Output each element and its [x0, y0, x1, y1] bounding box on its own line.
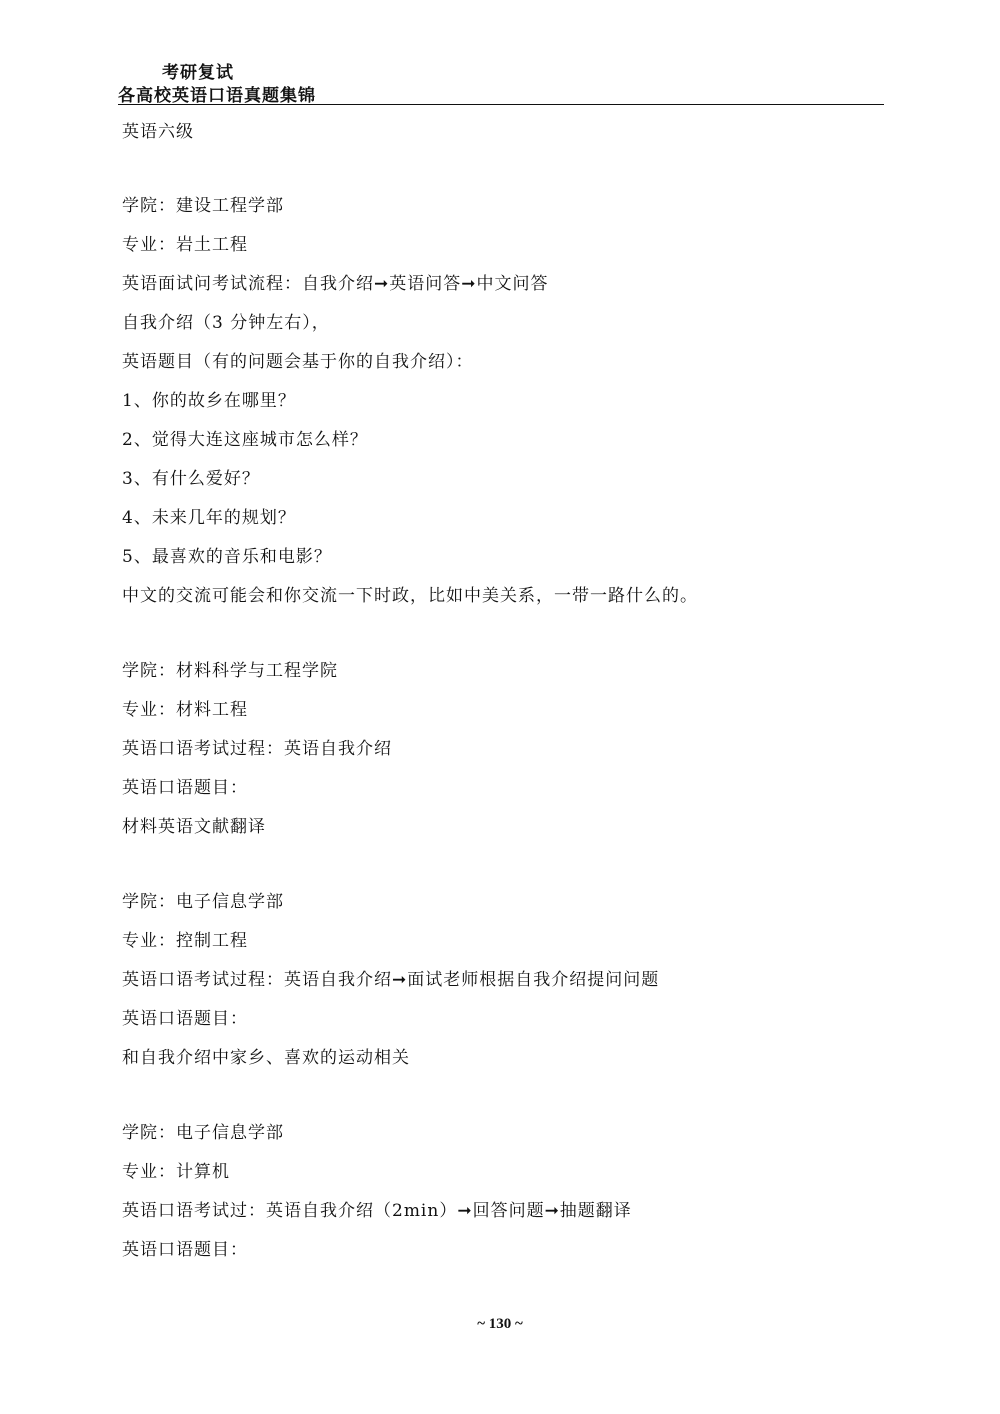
page-number: ~ 130 ~: [477, 1316, 523, 1332]
text-line: 英语题目（有的问题会基于你的自我介绍）：: [122, 352, 474, 372]
header-title-line2: 各高校英语口语真题集锦: [118, 86, 316, 106]
text-line: 英语口语考试过程：英语自我介绍➞面试老师根据自我介绍提问问题: [122, 970, 660, 990]
header-title-line1: 考研复试: [162, 63, 234, 83]
text-line: 材料英语文献翻译: [122, 817, 266, 837]
header-divider: [118, 104, 884, 105]
text-line: 英语口语题目：: [122, 1240, 248, 1260]
text-line: 学院：电子信息学部: [122, 1123, 284, 1143]
text-line: 3、有什么爱好？: [122, 469, 260, 489]
text-line: 专业：计算机: [122, 1162, 230, 1182]
text-line: 英语六级: [122, 122, 194, 142]
text-line: 英语口语题目：: [122, 778, 248, 798]
text-line: 1、你的故乡在哪里？: [122, 391, 296, 411]
text-line: 英语面试问考试流程：自我介绍➞英语问答➞中文问答: [122, 274, 549, 294]
text-line: 学院：建设工程学部: [122, 196, 284, 216]
text-line: 4、未来几年的规划？: [122, 508, 296, 528]
text-line: 英语口语考试过程：英语自我介绍: [122, 739, 392, 759]
page-header: [118, 58, 884, 106]
text-line: 中文的交流可能会和你交流一下时政，比如中美关系，一带一路什么的。: [122, 586, 698, 606]
text-line: 和自我介绍中家乡、喜欢的运动相关: [122, 1048, 410, 1068]
text-line: 5、最喜欢的音乐和电影？: [122, 547, 332, 567]
text-line: 学院：材料科学与工程学院: [122, 661, 338, 681]
text-line: 自我介绍（3 分钟左右），: [122, 313, 330, 333]
text-line: 专业：控制工程: [122, 931, 248, 951]
text-line: 2、觉得大连这座城市怎么样？: [122, 430, 368, 450]
text-line: 英语口语题目：: [122, 1009, 248, 1029]
text-line: 英语口语考试过：英语自我介绍（2min）➞回答问题➞抽题翻译: [122, 1201, 632, 1221]
text-line: 专业：材料工程: [122, 700, 248, 720]
text-line: 专业：岩土工程: [122, 235, 248, 255]
text-line: 学院：电子信息学部: [122, 892, 284, 912]
